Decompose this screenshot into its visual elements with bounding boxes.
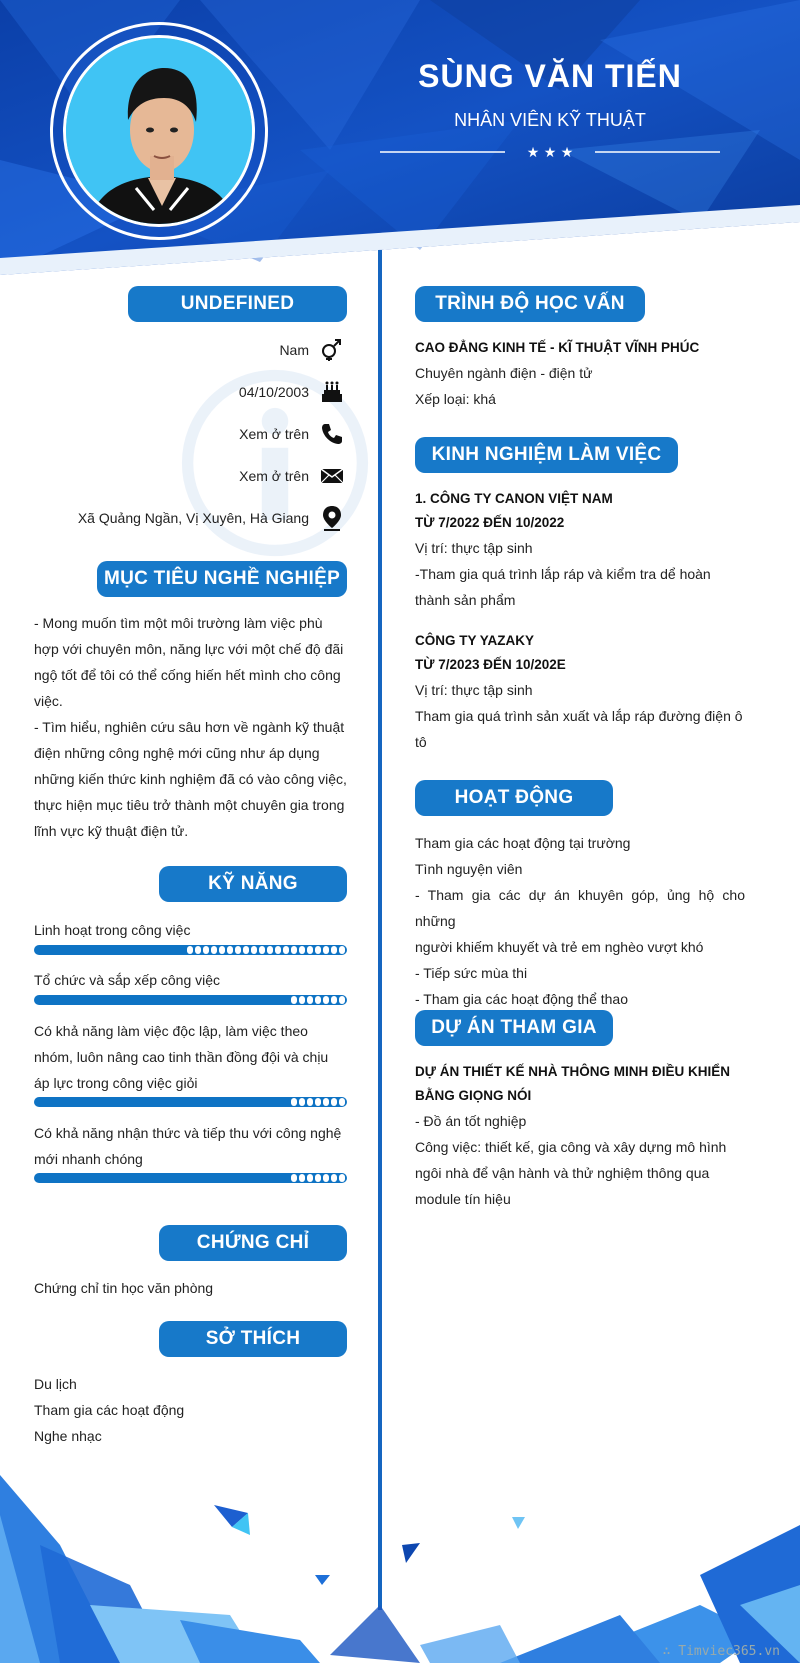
info-email (239, 461, 345, 491)
experience-line: Tham gia quá trình sản xuất và lắp ráp đường điện ô (415, 708, 743, 724)
skill-dot (299, 946, 305, 954)
experience-line: tô (415, 734, 427, 750)
skill-dot (323, 1098, 329, 1106)
skill-dot (299, 1174, 305, 1182)
experience-section-title: KINH NGHIỆM LÀM VIỆC (415, 437, 678, 473)
skill-dot (307, 1174, 313, 1182)
skill-dot (291, 1174, 297, 1182)
project-line: - Đồ án tốt nghiệp (415, 1113, 527, 1129)
skill-bar (34, 945, 347, 955)
objective-line: ngộ tốt để tôi có thể cống hiến hết mình cho công (34, 667, 341, 683)
info-address (78, 503, 345, 533)
projects-section-title: DỰ ÁN THAM GIA (415, 1010, 613, 1046)
skill-dot (331, 1098, 337, 1106)
activity-line: Tham gia các hoạt động tại trường (415, 835, 631, 851)
info-gender (279, 335, 345, 365)
phone-icon (319, 421, 345, 447)
company-name: 1. CÔNG TY CANON VIỆT NAM (415, 491, 613, 506)
skill-dots (291, 1098, 345, 1106)
activities-list (415, 830, 745, 1012)
experience-block (415, 629, 745, 755)
objective-line: điện những công nghệ mới cũng như áp dụng (34, 745, 320, 761)
skill-line: nhóm, luôn nâng cao tinh thần đồng đội và chịu (34, 1049, 329, 1065)
skill-label (34, 967, 347, 993)
certificate-item: Chứng chỉ tin học văn phòng (34, 1280, 214, 1296)
info-section-title: UNDEFINED (128, 286, 347, 322)
objective-line: những kiến thức kinh nghiệm đã có vào công việc, (34, 771, 347, 787)
skill-dot (307, 946, 313, 954)
skill-label (34, 917, 347, 943)
job-title: NHÂN VIÊN KỸ THUẬT (454, 110, 646, 130)
grade: Xếp loại: khá (415, 391, 496, 407)
skill-dot (299, 1098, 305, 1106)
experience-line: thành sản phẩm (415, 592, 516, 608)
skill-dot (339, 996, 345, 1004)
skill-label (34, 1018, 347, 1096)
skills-section-title: KỸ NĂNG (159, 866, 347, 902)
skill-dot (299, 996, 305, 1004)
skill-dot (339, 1098, 345, 1106)
skill-dot (291, 996, 297, 1004)
skill-dot (307, 996, 313, 1004)
experience-block (415, 487, 745, 613)
skill-dot (339, 1174, 345, 1182)
work-period: TỪ 7/2023 ĐẾN 10/202E (415, 657, 566, 672)
skill-bar (34, 1097, 347, 1107)
skill-dots (291, 1174, 345, 1182)
skill-dot (291, 1098, 297, 1106)
project-line: Công việc: thiết kế, gia công và xây dựng mô hình (415, 1139, 727, 1155)
project-line: module tín hiệu (415, 1191, 511, 1207)
education-block (415, 336, 745, 412)
skill-dot (203, 946, 209, 954)
skill-dot (331, 1174, 337, 1182)
skill-dot (275, 946, 281, 954)
experience-line: Vị trí: thực tập sinh (415, 540, 533, 556)
activities-section-title: HOẠT ĐỘNG (415, 780, 613, 816)
skill-dot (251, 946, 257, 954)
skill-dot (243, 946, 249, 954)
skill-dot (315, 996, 321, 1004)
gender-value: Nam (279, 342, 309, 358)
skill-line: áp lực trong công việc giỏi (34, 1075, 198, 1091)
info-phone (239, 419, 345, 449)
hobbies-list (34, 1371, 347, 1449)
svg-text:★ ★ ★: ★ ★ ★ (526, 145, 574, 161)
objective-line: việc. (34, 693, 63, 709)
work-period: TỪ 7/2022 ĐẾN 10/2022 (415, 515, 565, 530)
info-birthday (239, 377, 345, 407)
avatar (63, 35, 255, 227)
hobby-item: Nghe nhạc (34, 1428, 102, 1444)
objective-line: thực hiện mục tiêu trở thành một chuyên gia trong (34, 797, 345, 813)
skill-dots (291, 996, 345, 1004)
activity-line: - Tham gia các hoạt động thể thao (415, 991, 628, 1007)
skill-dot (187, 946, 193, 954)
skill-dot (323, 946, 329, 954)
skill-dot (331, 996, 337, 1004)
hobby-item: Du lịch (34, 1376, 77, 1392)
birthday-value: 04/10/2003 (238, 384, 309, 400)
activity-line: người khiếm khuyết và trẻ em nghèo vượt khó (415, 939, 704, 955)
skill-dots (187, 946, 345, 954)
skill-dot (315, 946, 321, 954)
hobbies-section-title: SỞ THÍCH (159, 1321, 347, 1357)
skill-bar (34, 995, 347, 1005)
objective-section-title: MỤC TIÊU NGHỀ NGHIỆP (97, 561, 347, 597)
certificates-section-title: CHỨNG CHỈ (159, 1225, 347, 1261)
mail-icon (319, 463, 345, 489)
address-value: Xã Quảng Ngần, Vị Xuyên, Hà Giang (77, 510, 309, 526)
skill-dot (323, 996, 329, 1004)
skill-line: Linh hoạt trong công việc (34, 922, 191, 938)
objective-line: hợp với chuyên môn, năng lực với một chế độ đãi (34, 641, 344, 657)
skill-dot (219, 946, 225, 954)
skill-dot (259, 946, 265, 954)
activity-line: Tình nguyện viên (415, 861, 523, 877)
gender-icon (319, 337, 345, 363)
skill-dot (283, 946, 289, 954)
activity-line: - Tham gia các dự án khuyên góp, ủng hộ cho những (415, 887, 745, 929)
skill-dot (315, 1174, 321, 1182)
project-line: ngôi nhà để vận hành và thử nghiệm thông qua (415, 1165, 710, 1181)
experience-line: Vị trí: thực tập sinh (415, 682, 533, 698)
skill-dot (195, 946, 201, 954)
project-name: DỰ ÁN THIẾT KẾ NHÀ THÔNG MINH ĐIỀU KHIỂN (415, 1064, 730, 1079)
skill-dot (323, 1174, 329, 1182)
column-divider (378, 250, 382, 1610)
skill-dot (307, 1098, 313, 1106)
objective-line: lĩnh vực kỹ thuật điện tử. (34, 823, 189, 839)
skill-dot (227, 946, 233, 954)
certificates-list (34, 1275, 347, 1301)
project-name: BẰNG GIỌNG NÓI (415, 1088, 532, 1103)
hobby-item: Tham gia các hoạt động (34, 1402, 185, 1418)
company-name: CÔNG TY YAZAKY (415, 633, 535, 648)
skill-label (34, 1120, 347, 1172)
footer-brand: ∴ Timviec365.vn (662, 1644, 780, 1659)
skill-dot (315, 1098, 321, 1106)
major: Chuyên ngành điện - điện tử (415, 365, 593, 381)
skill-line: mới nhanh chóng (34, 1151, 143, 1167)
phone-value: Xem ở trên (239, 426, 309, 442)
experience-line: -Tham gia quá trình lắp ráp và kiểm tra dể hoàn (415, 566, 711, 582)
skill-dot (211, 946, 217, 954)
footer-background (0, 1455, 800, 1663)
skill-dot (331, 946, 337, 954)
location-pin-icon (319, 505, 345, 531)
skill-line: Tổ chức và sắp xếp công việc (34, 972, 221, 988)
email-value: Xem ở trên (239, 468, 309, 484)
candidate-name: SÙNG VĂN TIẾN (418, 58, 682, 94)
activity-line: - Tiếp sức mùa thi (415, 965, 528, 981)
stars-divider (380, 142, 720, 162)
objective-line: - Tìm hiểu, nghiên cứu sâu hơn về ngành kỹ thuật (34, 719, 345, 735)
objective-text (34, 610, 347, 844)
school-name: CAO ĐẲNG KINH TẾ - KĨ THUẬT VĨNH PHÚC (415, 340, 700, 355)
skill-dot (267, 946, 273, 954)
education-section-title: TRÌNH ĐỘ HỌC VẤN (415, 286, 645, 322)
project-block (415, 1060, 745, 1212)
skill-dot (291, 946, 297, 954)
skill-line: Có khả năng làm việc độc lập, làm việc theo (34, 1023, 308, 1039)
skill-line: Có khả năng nhận thức và tiếp thu với công nghệ (34, 1125, 342, 1141)
objective-line: - Mong muốn tìm một môi trường làm việc phù (34, 615, 323, 631)
skill-dot (235, 946, 241, 954)
skill-bar (34, 1173, 347, 1183)
skill-dot (339, 946, 345, 954)
birthday-cake-icon (319, 379, 345, 405)
